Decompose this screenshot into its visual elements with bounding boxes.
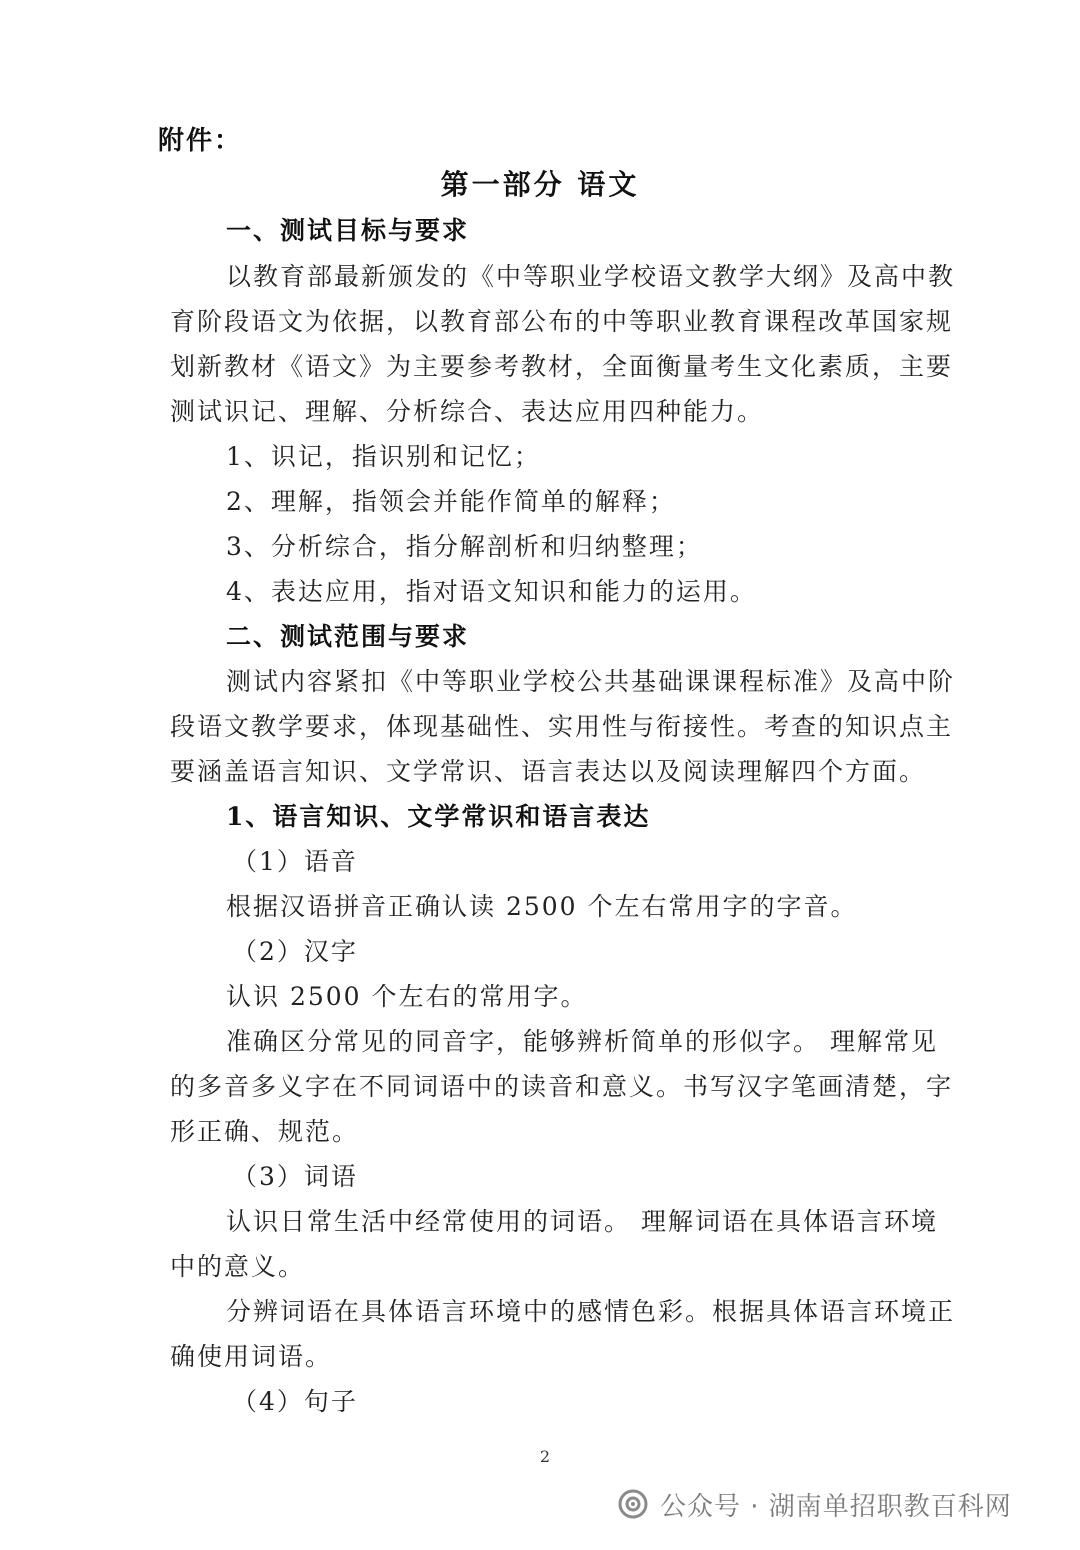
characters-heading: （2）汉字 <box>232 937 358 966</box>
watermark <box>618 1484 1012 1524</box>
section1-heading: 一、测试目标与要求 <box>226 216 470 245</box>
section2-heading: 二、测试范围与要求 <box>226 622 470 651</box>
words-para-line: 中的意义。 <box>170 1252 306 1281</box>
attachment-label: 附件： <box>158 126 243 156</box>
sentences-heading: （4）句子 <box>232 1387 358 1416</box>
page-number: 2 <box>539 1447 551 1466</box>
words-para-line: 认识日常生活中经常使用的词语。 理解词语在具体语言环境 <box>226 1207 938 1236</box>
words-para-line: 确使用词语。 <box>170 1342 333 1371</box>
pronunciation-text: 根据汉语拼音正确认读 2500 个左右常用字的字音。 <box>226 892 858 921</box>
words-para-line: 分辨词语在具体语言环境中的感情色彩。根据具体语言环境正 <box>226 1297 956 1326</box>
part-title: 第一部分 语文 <box>440 168 640 201</box>
words-heading: （3）词语 <box>232 1162 358 1191</box>
section2-para-line: 段语文教学要求，体现基础性、实用性与衔接性。考查的知识点主 <box>170 712 954 741</box>
wechat-official-account-icon <box>618 1489 648 1519</box>
characters-text: 认识 2500 个左右的常用字。 <box>226 982 588 1011</box>
section2-para-line: 测试内容紧扣《中等职业学校公共基础课课程标准》及高中阶 <box>226 667 956 696</box>
characters-para-line: 形正确、规范。 <box>170 1117 360 1146</box>
ability-item: 3、分析综合，指分解剖析和归纳整理； <box>226 532 703 561</box>
section1-para-line: 测试识记、理解、分析综合、表达应用四种能力。 <box>170 397 765 426</box>
ability-item: 2、理解，指领会并能作简单的解释； <box>226 487 676 516</box>
characters-para-line: 的多音多义字在不同词语中的读音和意义。书写汉字笔画清楚，字 <box>170 1072 954 1101</box>
subsection-heading: 1、语言知识、文学常识和语言表达 <box>226 802 651 831</box>
characters-para-line: 准确区分常见的同音字，能够辨析简单的形似字。 理解常见 <box>226 1027 938 1056</box>
section1-para-line: 划新教材《语文》为主要参考教材，全面衡量考生文化素质，主要 <box>170 352 954 381</box>
section1-para-line: 育阶段语文为依据，以教育部公布的中等职业教育课程改革国家规 <box>170 307 954 336</box>
section1-para-line: 以教育部最新颁发的《中等职业学校语文教学大纲》及高中教 <box>226 262 956 291</box>
watermark-text: 公众号 · 湖南单招职教百科网 <box>660 1491 1012 1522</box>
ability-item: 1、识记，指识别和记忆； <box>226 442 541 471</box>
pronunciation-heading: （1）语音 <box>232 847 358 876</box>
section2-para-line: 要涵盖语言知识、文学常识、语言表达以及阅读理解四个方面。 <box>170 757 927 786</box>
ability-item: 4、表达应用，指对语文知识和能力的运用。 <box>226 577 757 606</box>
